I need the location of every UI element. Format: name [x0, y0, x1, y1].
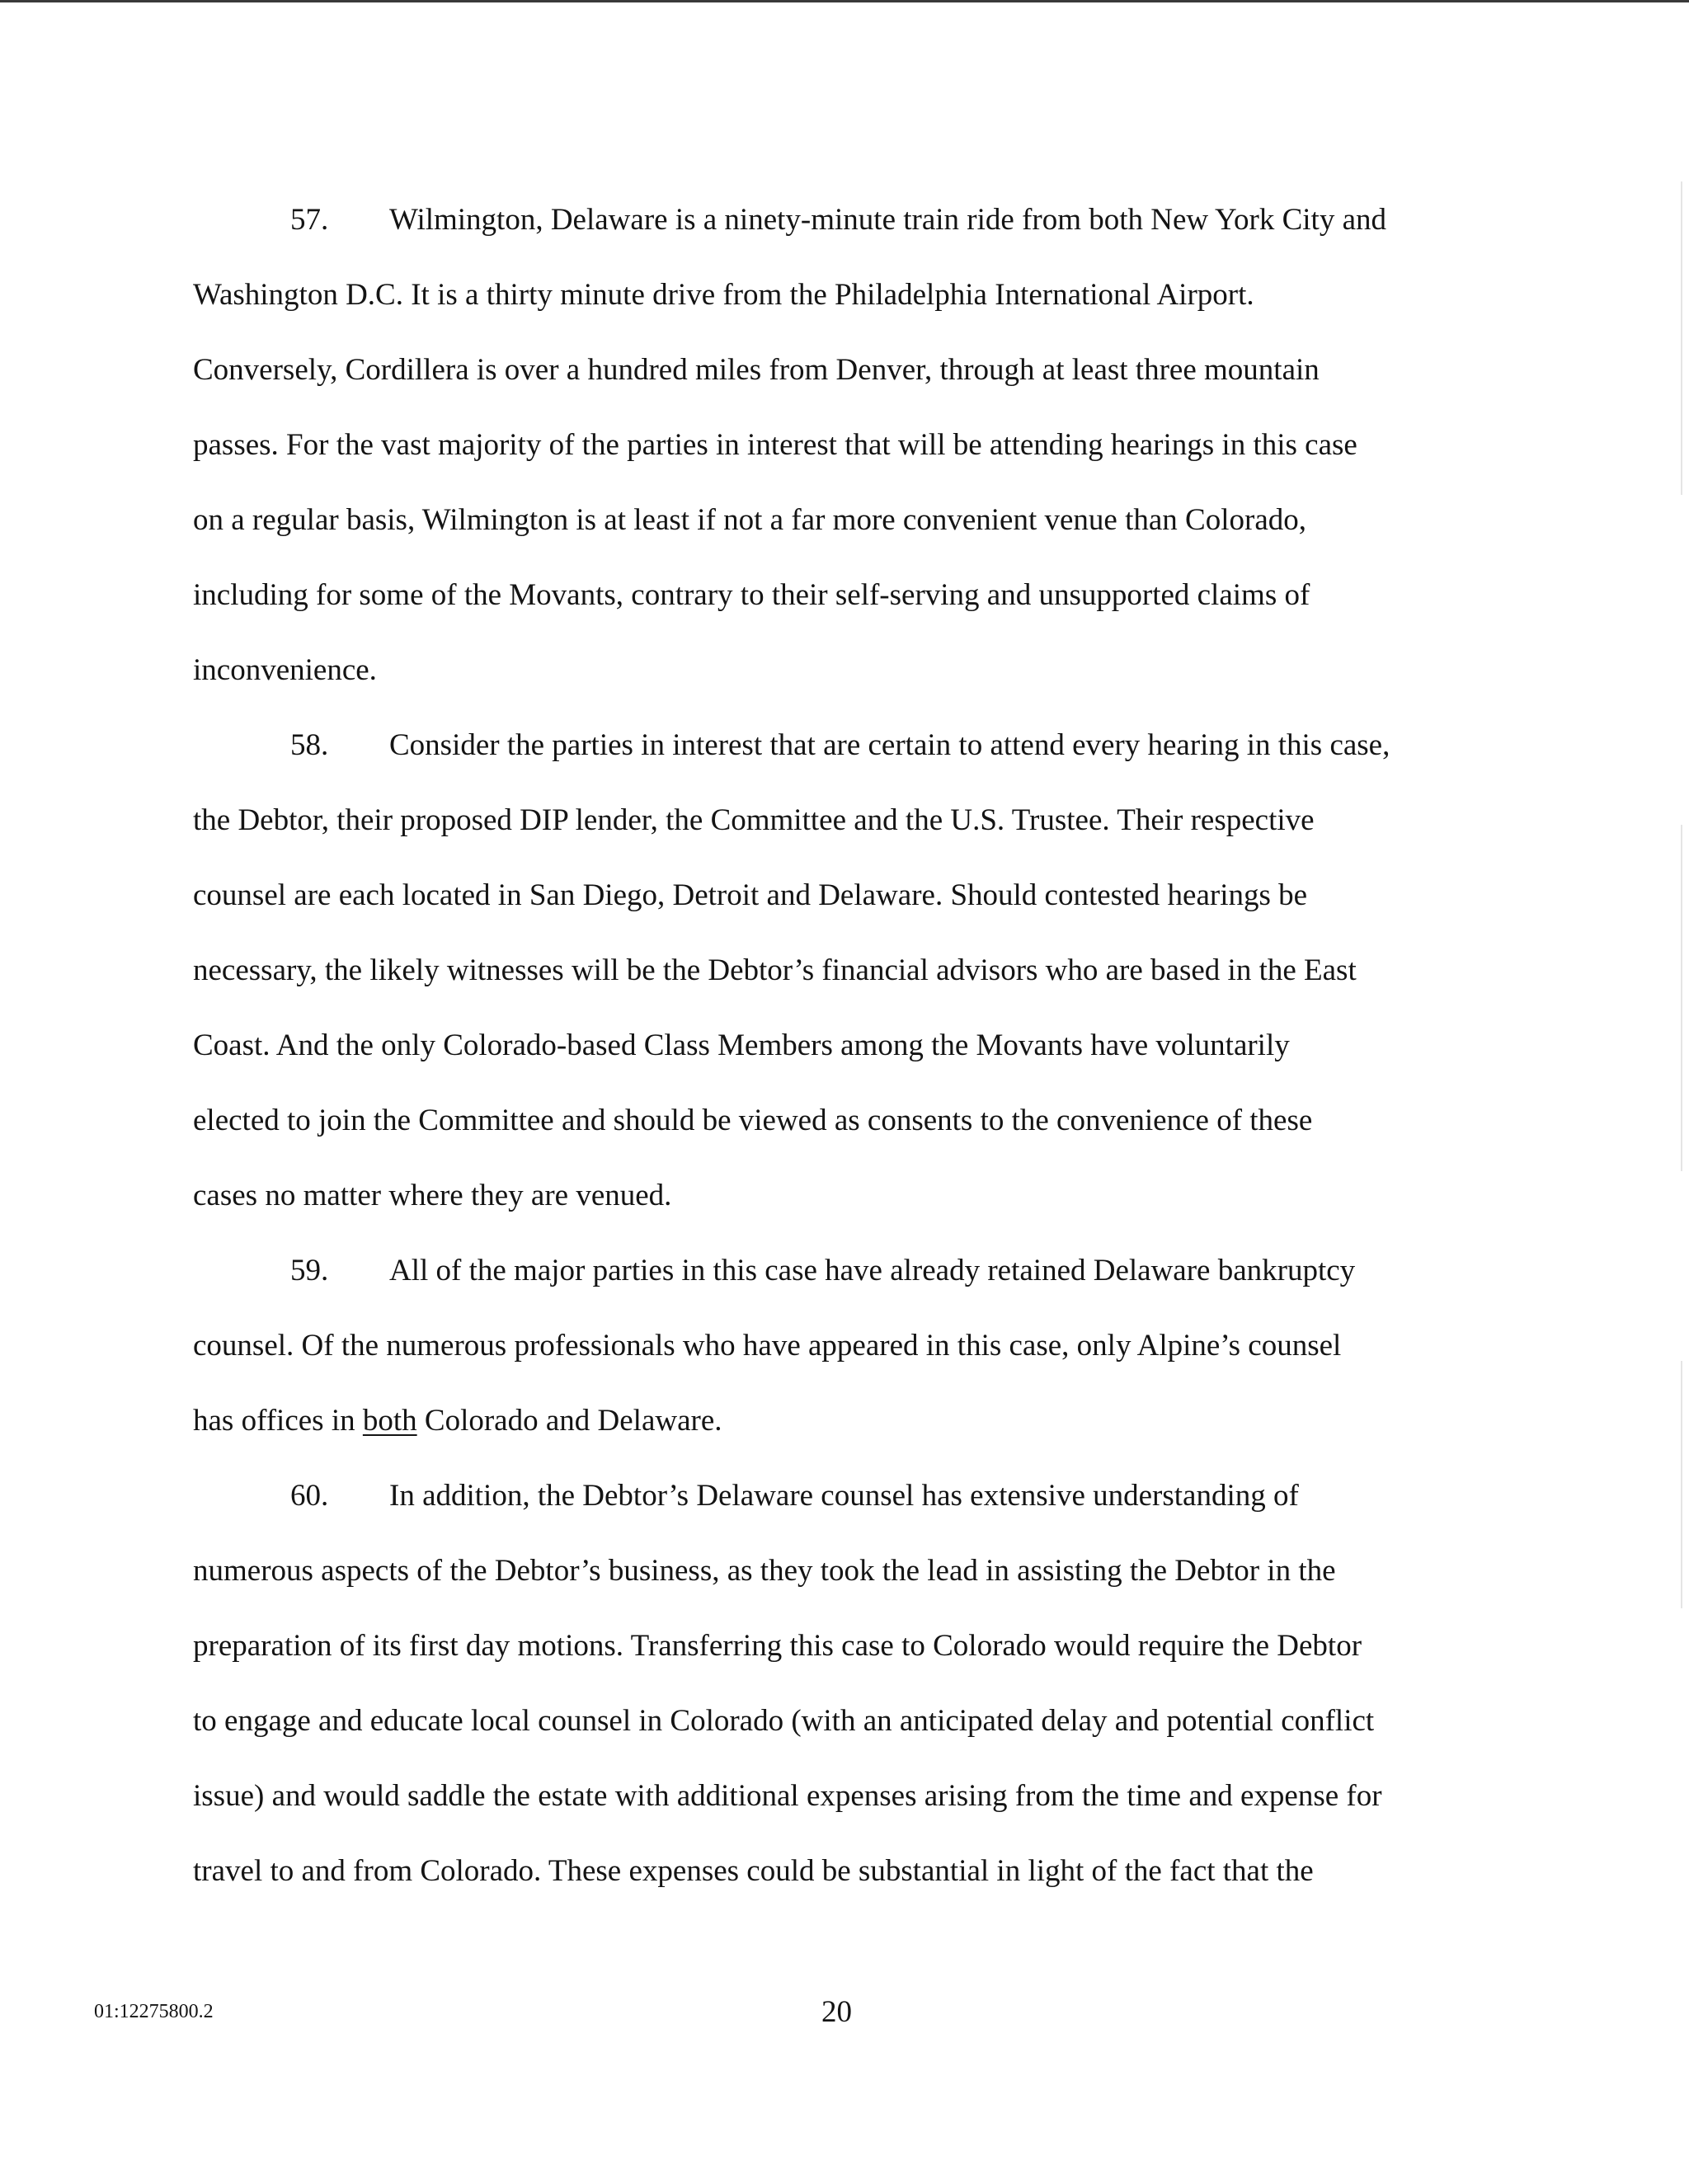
paragraph-60-line-6: travel to and from Colorado. These expenses could be substantial in light of the fact that the: [193, 1854, 1314, 1888]
paragraph-59-line-2: counsel. Of the numerous professionals who have appeared in this case, only Alpine’s counsel: [193, 1329, 1342, 1363]
line-text-after: Colorado and Delaware.: [416, 1404, 722, 1438]
paragraph-57-line-5: on a regular basis, Wilmington is at least if not a far more convenient venue than Colorado,: [193, 503, 1307, 537]
underlined-word: both: [362, 1404, 417, 1438]
paragraph-58-line-3: counsel are each located in San Diego, Detroit and Delaware. Should contested hearings be: [193, 878, 1308, 912]
paragraph-number: 58.: [290, 728, 329, 762]
scan-edge-mark: [1681, 1361, 1682, 1608]
paragraph-number: 57.: [290, 203, 329, 237]
paragraph-text: All of the major parties in this case have already retained Delaware bankruptcy: [389, 1254, 1356, 1287]
paragraph-57-line-7: inconvenience.: [193, 653, 377, 687]
line-text-before: has offices in: [193, 1404, 363, 1438]
paragraph-58-line-6: elected to join the Committee and should be viewed as consents to the convenience of these: [193, 1104, 1313, 1137]
paragraph-59-line-3: [193, 1403, 1513, 1439]
paragraph-58-line-4: necessary, the likely witnesses will be the Debtor’s financial advisors who are based in the East: [193, 953, 1357, 987]
page-number: 20: [821, 1995, 852, 2029]
paragraph-number: 59.: [290, 1254, 329, 1287]
paragraph-57-line-4: passes. For the vast majority of the parties in interest that will be attending hearings in this case: [193, 428, 1357, 462]
paragraph-number: 60.: [290, 1479, 329, 1513]
paragraph-text: In addition, the Debtor’s Delaware counsel has extensive understanding of: [389, 1479, 1299, 1513]
paragraph-60-line-3: preparation of its first day motions. Transferring this case to Colorado would require the Debtor: [193, 1629, 1362, 1663]
paragraph-60-line-2: numerous aspects of the Debtor’s business, as they took the lead in assisting the Debtor in the: [193, 1554, 1336, 1588]
paragraph-58-line-7: cases no matter where they are venued.: [193, 1179, 672, 1212]
paragraph-58-line-2: the Debtor, their proposed DIP lender, the Committee and the U.S. Trustee. Their respective: [193, 803, 1315, 837]
paragraph-text: Consider the parties in interest that are certain to attend every hearing in this case,: [389, 728, 1390, 762]
paragraph-57-line-6: including for some of the Movants, contrary to their self-serving and unsupported claims of: [193, 578, 1310, 612]
scan-edge-mark: [1681, 181, 1682, 495]
paragraph-60-line-4: to engage and educate local counsel in Colorado (with an anticipated delay and potential conflict: [193, 1704, 1375, 1738]
scan-edge-mark: [1681, 825, 1682, 1171]
paragraph-58-line-5: Coast. And the only Colorado-based Class Members among the Movants have voluntarily: [193, 1028, 1290, 1062]
paragraph-60-line-5: issue) and would saddle the estate with additional expenses arising from the time and expense for: [193, 1779, 1382, 1813]
document-id: 01:12275800.2: [94, 2001, 214, 2022]
paragraph-text: Wilmington, Delaware is a ninety-minute train ride from both New York City and: [389, 203, 1387, 237]
paragraph-57-line-3: Conversely, Cordillera is over a hundred miles from Denver, through at least three mountain: [193, 353, 1320, 387]
paragraph-57-line-2: Washington D.C. It is a thirty minute drive from the Philadelphia International Airport.: [193, 278, 1254, 312]
